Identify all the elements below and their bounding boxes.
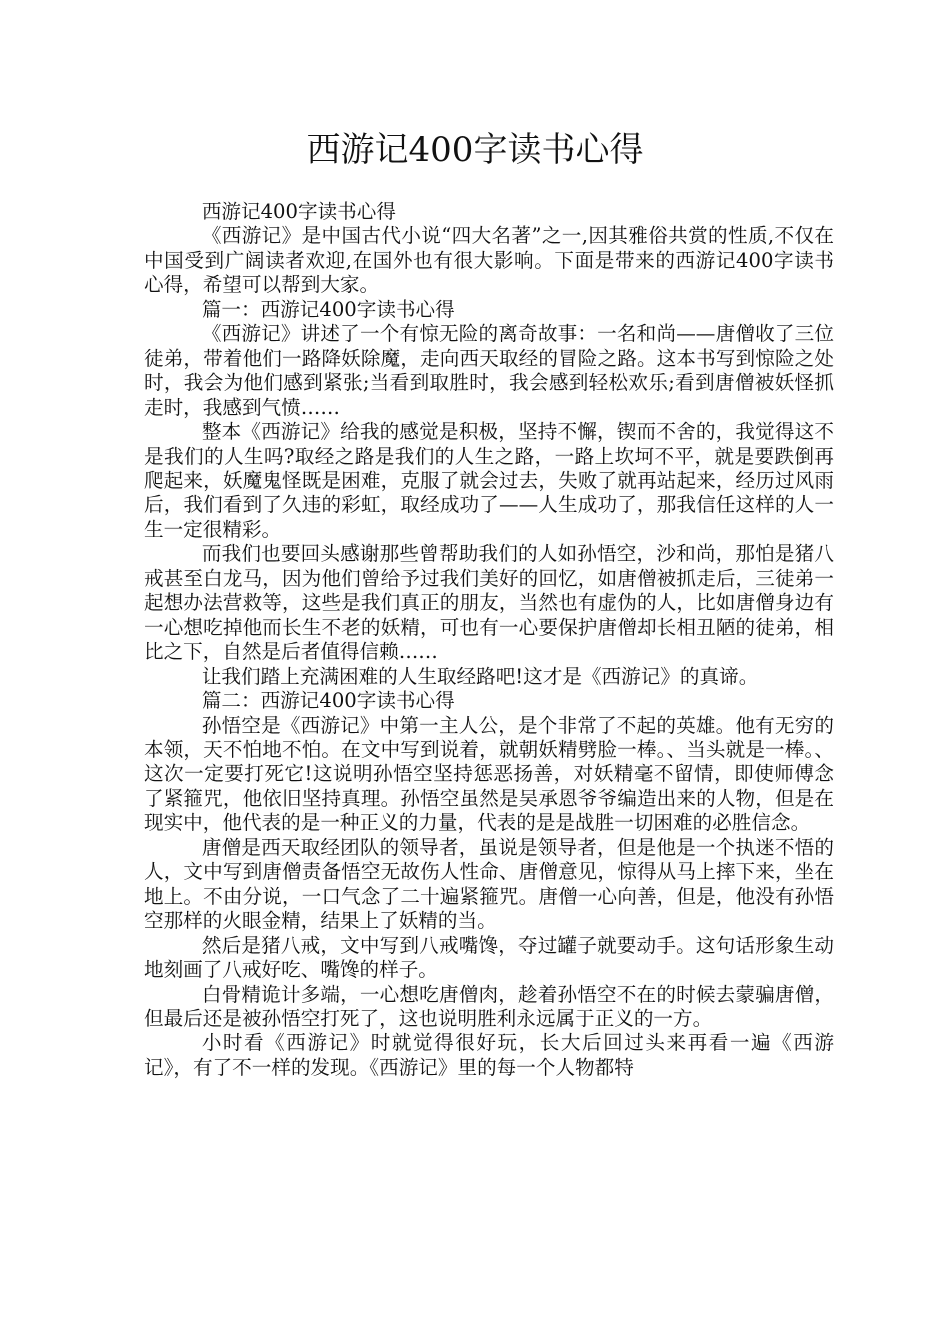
paragraph: 然后是猪八戒，文中写到八戒嘴馋，夺过罐子就要动手。这句话形象生动地刻画了八戒好吃、嘴馋的样子。	[144, 933, 834, 982]
paragraph: 让我们踏上充满困难的人生取经路吧!这才是《西游记》的真谛。	[201, 664, 759, 688]
paragraph: 整本《西游记》给我的感觉是积极，坚持不懈，锲而不舍的，我觉得这不是我们的人生吗?取经之路是我们的人生之路，一路上坎坷不平，就是要跌倒再爬起来，妖魔鬼怪既是困难，克服了就会过去，失败了就再站起来，经历过风雨后，我们看到了久违的彩虹，取经成功了——人生成功了，那我信任这样的人一生一定很精彩。	[144, 420, 834, 541]
paragraph: 而我们也要回头感谢那些曾帮助我们的人如孙悟空，沙和尚，那怕是猪八戒甚至白龙马，因为他们曾给予过我们美好的回忆，如唐僧被抓走后，三徒弟一起想办法营救等，这些是我们真正的朋友，当然也有虚伪的人，比如唐僧身边有一心想吃掉他而长生不老的妖精，可也有一心要保护唐僧却长相丑陋的徒弟，相比之下，自然是后者值得信赖……	[144, 542, 834, 664]
paragraph: 白骨精诡计多端，一心想吃唐僧肉，趁着孙悟空不在的时候去蒙骗唐僧，但最后还是被孙悟空打死了，这也说明胜利永远属于正义的一方。	[144, 982, 834, 1030]
document-body	[144, 200, 834, 1080]
section-heading-2: 篇二：西游记400字读书心得	[201, 689, 455, 713]
paragraph: 孙悟空是《西游记》中第一主人公，是个非常了不起的英雄。他有无穷的本领，天不怕地不怕。在文中写到说着，就朝妖精劈脸一棒。、当头就是一棒。、这次一定要打死它!这说明孙悟空坚持惩恶扬善，对妖精毫不留情，即使师傅念了紧箍咒，他依旧坚持真理。孙悟空虽然是吴承恩爷爷编造出来的人物，但是在现实中，他代表的是一种正义的力量，代表的是是战胜一切困难的必胜信念。	[144, 713, 834, 835]
paragraph: 《西游记》讲述了一个有惊无险的离奇故事：一名和尚——唐僧收了三位徒弟，带着他们一路降妖除魔，走向西天取经的冒险之路。这本书写到惊险之处时，我会为他们感到紧张;当看到取胜时，我会感到轻松欢乐;看到唐僧被妖怪抓走时，我感到气愤……	[144, 322, 834, 419]
paragraph-intro: 《西游记》是中国古代小说“四大名著”之一,因其雅俗共赏的性质,不仅在中国受到广阔读者欢迎,在国外也有很大影响。下面是带来的西游记400字读书心得，希望可以帮到大家。	[144, 224, 834, 297]
paragraph-subtitle: 西游记400字读书心得	[201, 200, 396, 223]
section-heading-1: 篇一：西游记400字读书心得	[201, 297, 455, 321]
document-title: 西游记400字读书心得	[306, 130, 644, 170]
paragraph: 小时看《西游记》时就觉得很好玩，长大后回过头来再看一遍《西游记》，有了不一样的发现。《西游记》里的每一个人物都特	[144, 1031, 834, 1079]
paragraph: 唐僧是西天取经团队的领导者，虽说是领导者，但是他是一个执迷不悟的人，文中写到唐僧责备悟空无故伤人性命、唐僧意见，惊得从马上摔下来，坐在地上。不由分说，一口气念了二十遍紧箍咒。唐僧一心向善，但是，他没有孙悟空那样的火眼金精，结果上了妖精的当。	[144, 835, 834, 933]
